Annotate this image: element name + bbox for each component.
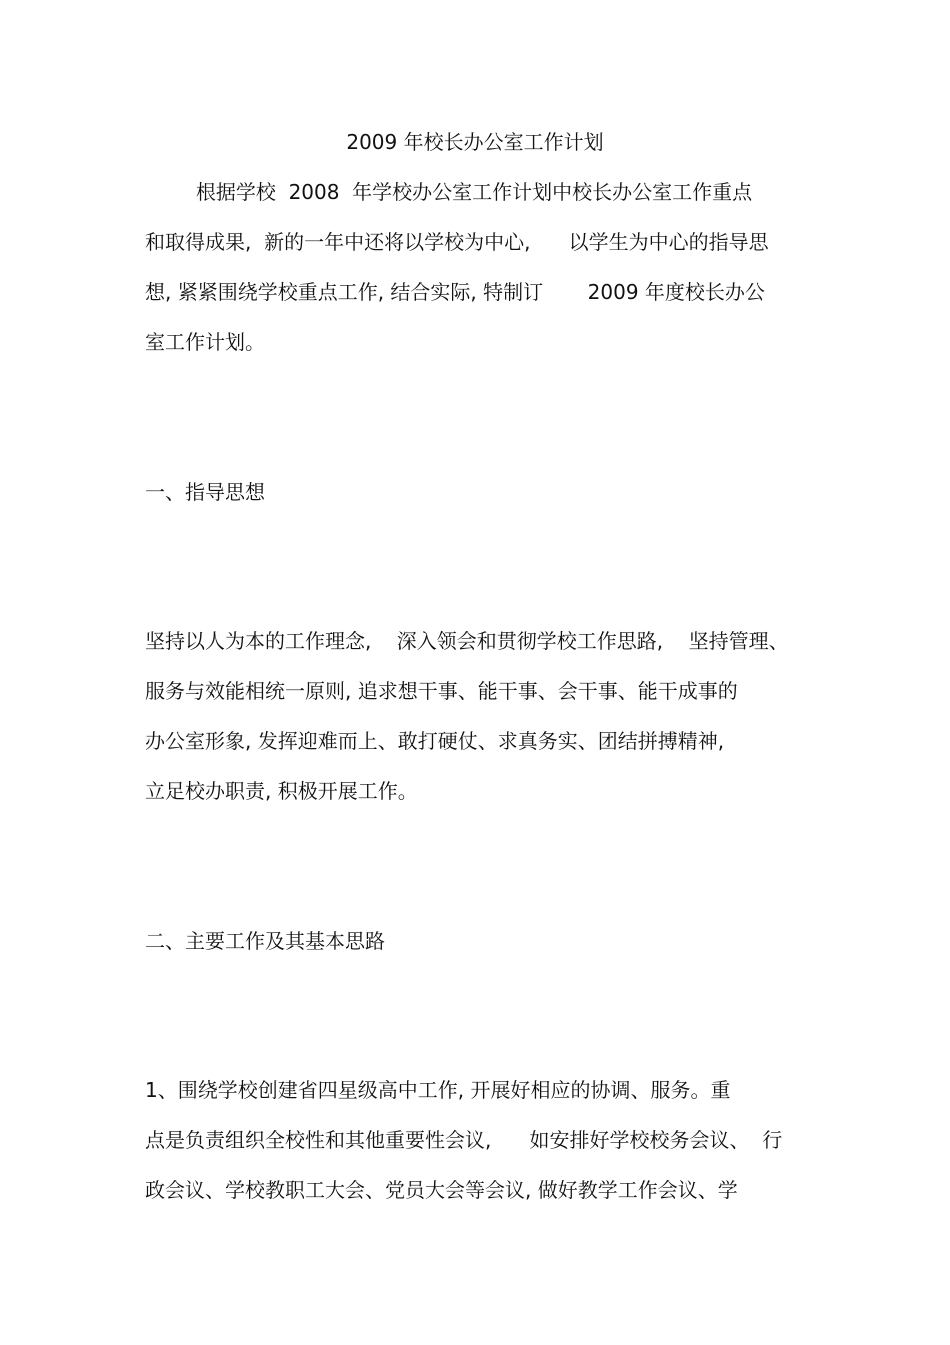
section-heading-main-work: 二、主要工作及其基本思路 (145, 929, 385, 953)
section1-line-1: 坚持以人为本的工作理念, 深入领会和贯彻学校工作思路, 坚持管理、 (145, 629, 789, 653)
intro-line-3: 想, 紧紧围绕学校重点工作, 结合实际, 特制订 2009 年度校长办公 (145, 280, 765, 304)
section2-line-1: 1、围绕学校创建省四星级高中工作, 开展好相应的协调、服务。重 (145, 1078, 731, 1102)
intro-line-1: 根据学校 2008 年学校办公室工作计划中校长办公室工作重点 (145, 180, 753, 204)
section1-line-2: 服务与效能相统一原则, 追求想干事、能干事、会干事、能干成事的 (145, 679, 738, 703)
section1-line-3: 办公室形象, 发挥迎难而上、敢打硬仗、求真务实、团结拼搏精神, (145, 729, 725, 753)
section-heading-guiding-thought: 一、指导思想 (145, 480, 265, 504)
intro-line-4: 室工作计划。 (145, 330, 265, 354)
intro-line-2: 和取得成果, 新的一年中还将以学校为中心, 以学生为中心的指导思 (145, 230, 769, 254)
document-title: 2009 年校长办公室工作计划 (346, 130, 604, 154)
section1-line-4: 立足校办职责, 积极开展工作。 (145, 779, 418, 803)
section2-line-3: 政会议、学校教职工大会、党员大会等会议, 做好教学工作会议、学 (145, 1178, 738, 1202)
section2-line-2: 点是负责组织全校性和其他重要性会议, 如安排好学校校务会议、 行 (145, 1128, 783, 1152)
